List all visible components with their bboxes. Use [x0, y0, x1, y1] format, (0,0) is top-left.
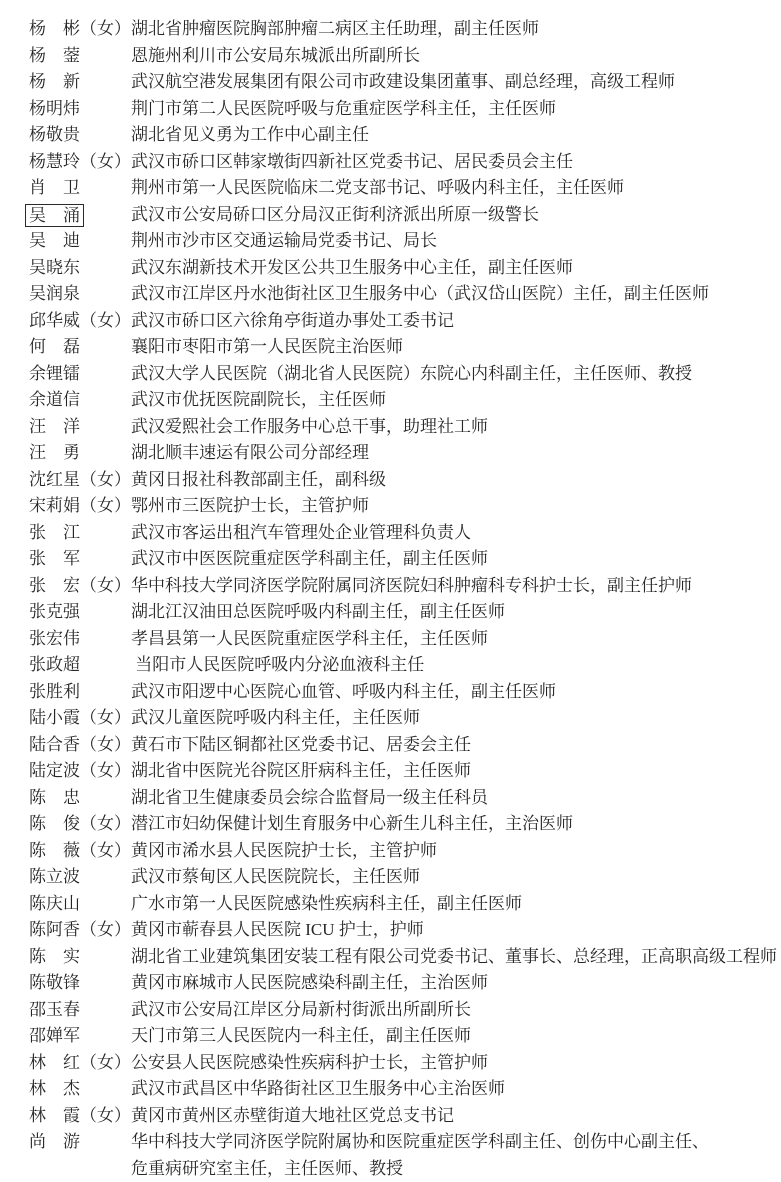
description-line-1: 湖北顺丰速运有限公司分部经理	[131, 443, 369, 462]
gender-marker: （女）	[80, 16, 131, 43]
description-line-1: 黄冈日报社科教部副主任，副科级	[131, 470, 386, 489]
person-description	[131, 387, 781, 414]
list-item	[29, 679, 781, 706]
person-description	[131, 705, 781, 732]
list-item	[29, 838, 781, 865]
person-name: 林 红	[29, 1050, 80, 1077]
person-name: 杨 彬	[29, 16, 80, 43]
description-line-2: 危重病研究室主任，主任医师、教授	[131, 1156, 781, 1182]
person-description	[131, 785, 781, 812]
person-name: 张胜利	[29, 679, 80, 706]
gender-marker: （女）	[80, 573, 131, 600]
description-line-1: 武汉市硚口区韩家墩街四新社区党委书记、居民委员会主任	[131, 152, 573, 171]
person-name: 沈红星	[29, 467, 80, 494]
list-item	[29, 864, 781, 891]
person-description	[131, 281, 781, 308]
person-name: 陈 薇	[29, 838, 80, 865]
list-item	[29, 758, 781, 785]
list-item	[29, 96, 781, 123]
description-line-1: 当阳市人民医院呼吸内分泌血液科主任	[131, 655, 424, 674]
list-item	[29, 281, 781, 308]
list-item	[29, 440, 781, 467]
person-description	[131, 149, 781, 176]
list-item	[29, 149, 781, 176]
list-item	[29, 1023, 781, 1050]
person-name: 吴晓东	[29, 255, 80, 282]
gender-marker: （女）	[80, 811, 131, 838]
list-item	[29, 467, 781, 494]
description-line-1: 武汉东湖新技术开发区公共卫生服务中心主任，副主任医师	[131, 258, 573, 277]
description-line-1: 湖北省卫生健康委员会综合监督局一级主任科员	[131, 788, 488, 807]
list-item	[29, 944, 781, 971]
description-line-1: 华中科技大学同济医学院附属协和医院重症医学科副主任、创伤中心副主任、	[131, 1132, 709, 1151]
description-line-1: 荆门市第二人民医院呼吸与危重症医学科主任，主任医师	[131, 99, 556, 118]
person-description	[131, 1129, 781, 1182]
description-line-1: 武汉市江岸区丹水池街社区卫生服务中心（武汉岱山医院）主任，副主任医师	[131, 284, 709, 303]
person-name: 林 杰	[29, 1076, 80, 1103]
description-line-1: 黄冈市黄州区赤壁街道大地社区党总支书记	[131, 1106, 454, 1125]
description-line-1: 武汉市公安局江岸区分局新村街派出所副所长	[131, 1000, 471, 1019]
list-item	[29, 546, 781, 573]
person-name: 宋莉娟	[29, 493, 80, 520]
description-line-1: 黄冈市蕲春县人民医院 ICU 护士，护师	[131, 920, 424, 939]
person-name: 余锂镭	[29, 361, 80, 388]
person-name: 陈阿香	[29, 917, 80, 944]
person-description	[131, 944, 781, 971]
person-description	[131, 467, 781, 494]
person-name: 吴润泉	[29, 281, 80, 308]
list-item	[29, 652, 781, 679]
list-item	[29, 626, 781, 653]
person-description	[131, 546, 781, 573]
person-description	[131, 520, 781, 547]
person-name: 张 江	[29, 520, 80, 547]
person-name: 邱华威	[29, 308, 80, 335]
person-description	[131, 811, 781, 838]
description-line-1: 武汉市武昌区中华路街社区卫生服务中心主治医师	[131, 1079, 505, 1098]
list-item	[29, 599, 781, 626]
person-description	[131, 202, 781, 229]
description-line-1: 黄冈市麻城市人民医院感染科副主任，主治医师	[131, 973, 488, 992]
description-line-1: 武汉儿童医院呼吸内科主任，主任医师	[131, 708, 420, 727]
person-description	[131, 1076, 781, 1103]
person-name: 陈庆山	[29, 891, 80, 918]
person-name: 陈敬锋	[29, 970, 80, 997]
person-name: 邵玉春	[29, 997, 80, 1024]
description-line-1: 武汉市客运出租汽车管理处企业管理科负责人	[131, 523, 471, 542]
person-name: 陈 俊	[29, 811, 80, 838]
description-line-1: 荆州市沙市区交通运输局党委书记、局长	[131, 231, 437, 250]
list-item	[29, 16, 781, 43]
person-name: 汪 洋	[29, 414, 80, 441]
gender-marker: （女）	[80, 838, 131, 865]
person-name: 汪 勇	[29, 440, 80, 467]
description-line-1: 襄阳市枣阳市第一人民医院主治医师	[131, 337, 403, 356]
list-item	[29, 69, 781, 96]
description-line-1: 恩施州利川市公安局东城派出所副所长	[131, 46, 420, 65]
gender-marker: （女）	[80, 758, 131, 785]
list-item	[29, 202, 781, 229]
description-line-1: 武汉市中医医院重症医学科副主任，副主任医师	[131, 549, 488, 568]
person-description	[131, 440, 781, 467]
list-item	[29, 891, 781, 918]
description-line-1: 湖北省工业建筑集团安装工程有限公司党委书记、董事长、总经理，正高职高级工程师	[131, 947, 777, 966]
gender-marker: （女）	[80, 308, 131, 335]
list-item	[29, 175, 781, 202]
person-description	[131, 255, 781, 282]
list-item	[29, 1129, 781, 1182]
list-item	[29, 1050, 781, 1077]
person-name: 张 军	[29, 546, 80, 573]
description-line-1: 公安县人民医院感染性疾病科护士长，主管护师	[131, 1053, 488, 1072]
list-item	[29, 1103, 781, 1130]
list-item	[29, 785, 781, 812]
person-name: 杨 新	[29, 69, 80, 96]
person-description	[131, 1023, 781, 1050]
description-line-1: 荆州市第一人民医院临床二党支部书记、呼吸内科主任，主任医师	[131, 178, 624, 197]
description-line-1: 黄石市下陆区铜都社区党委书记、居委会主任	[131, 735, 471, 754]
person-name: 张宏伟	[29, 626, 80, 653]
list-item	[29, 970, 781, 997]
person-name: 何 磊	[29, 334, 80, 361]
person-description	[131, 16, 781, 43]
description-line-1: 武汉市硚口区六徐角亭街道办事处工委书记	[131, 311, 454, 330]
person-name: 余道信	[29, 387, 80, 414]
person-name: 张 宏	[29, 573, 80, 600]
person-description	[131, 626, 781, 653]
person-name: 陆定波	[29, 758, 80, 785]
description-line-1: 武汉爱熙社会工作服务中心总干事，助理社工师	[131, 417, 488, 436]
description-line-1: 孝昌县第一人民医院重症医学科主任，主任医师	[131, 629, 488, 648]
list-item	[29, 308, 781, 335]
person-description	[131, 69, 781, 96]
description-line-1: 武汉市优抚医院副院长，主任医师	[131, 390, 386, 409]
person-name: 杨明炜	[29, 96, 80, 123]
person-name: 陈 实	[29, 944, 80, 971]
description-line-1: 鄂州市三医院护士长，主管护师	[131, 496, 369, 515]
person-name: 杨慧玲	[29, 149, 80, 176]
person-name: 张政超	[29, 652, 80, 679]
person-description	[131, 970, 781, 997]
person-name: 邵婵军	[29, 1023, 80, 1050]
person-description	[131, 493, 781, 520]
person-name: 吴 迪	[29, 228, 80, 255]
list-item	[29, 1076, 781, 1103]
description-line-1: 广水市第一人民医院感染性疾病科主任，副主任医师	[131, 894, 522, 913]
person-description	[131, 679, 781, 706]
description-line-1: 华中科技大学同济医学院附属同济医院妇科肿瘤科专科护士长，副主任护师	[131, 576, 692, 595]
person-description	[131, 43, 781, 70]
description-line-1: 湖北省中医院光谷院区肝病科主任，主任医师	[131, 761, 471, 780]
person-name: 张克强	[29, 599, 80, 626]
description-line-1: 武汉航空港发展集团有限公司市政建设集团董事、副总经理，高级工程师	[131, 72, 675, 91]
person-description	[131, 1050, 781, 1077]
list-item	[29, 414, 781, 441]
person-description	[131, 917, 781, 944]
description-line-1: 武汉市蔡甸区人民医院院长，主任医师	[131, 867, 420, 886]
list-item	[29, 43, 781, 70]
gender-marker: （女）	[80, 493, 131, 520]
description-line-1: 天门市第三人民医院内一科主任，副主任医师	[131, 1026, 471, 1045]
gender-marker: （女）	[80, 149, 131, 176]
list-item	[29, 573, 781, 600]
description-line-1: 湖北江汉油田总医院呼吸内科副主任，副主任医师	[131, 602, 505, 621]
person-name: 林 霞	[29, 1103, 80, 1130]
person-name: 尚 游	[29, 1129, 80, 1156]
person-description	[131, 414, 781, 441]
person-description	[131, 599, 781, 626]
person-description	[131, 175, 781, 202]
person-name: 陆小霞	[29, 705, 80, 732]
person-description	[131, 334, 781, 361]
person-name: 肖 卫	[29, 175, 80, 202]
list-item	[29, 493, 781, 520]
honoree-name-list	[29, 16, 781, 1182]
list-item	[29, 361, 781, 388]
person-description	[131, 573, 781, 600]
person-name: 陈立波	[29, 864, 80, 891]
person-name: 杨 蓥	[29, 43, 80, 70]
person-description	[131, 652, 781, 679]
person-name: 陆合香	[29, 732, 80, 759]
gender-marker: （女）	[80, 917, 131, 944]
list-item	[29, 387, 781, 414]
person-description	[131, 864, 781, 891]
person-description	[131, 96, 781, 123]
gender-marker: （女）	[80, 467, 131, 494]
gender-marker: （女）	[80, 1103, 131, 1130]
description-line-1: 武汉大学人民医院（湖北省人民医院）东院心内科副主任，主任医师、教授	[131, 364, 692, 383]
person-description	[131, 228, 781, 255]
description-line-1: 湖北省见义勇为工作中心副主任	[131, 125, 369, 144]
person-name-deceased-boxed: 吴 涌	[25, 204, 84, 227]
person-description	[131, 308, 781, 335]
description-line-1: 潜江市妇幼保健计划生育服务中心新生儿科主任，主治医师	[131, 814, 573, 833]
list-item	[29, 705, 781, 732]
gender-marker: （女）	[80, 732, 131, 759]
description-line-1: 武汉市公安局硚口区分局汉正街利济派出所原一级警长	[131, 205, 539, 224]
person-description	[131, 361, 781, 388]
list-item	[29, 334, 781, 361]
person-description	[131, 838, 781, 865]
list-item	[29, 228, 781, 255]
person-description	[131, 997, 781, 1024]
person-description	[131, 732, 781, 759]
list-item	[29, 811, 781, 838]
person-name: 杨敬贵	[29, 122, 80, 149]
description-line-1: 湖北省肿瘤医院胸部肿瘤二病区主任助理，副主任医师	[131, 19, 539, 38]
person-description	[131, 122, 781, 149]
person-name: 陈 忠	[29, 785, 80, 812]
description-line-1: 黄冈市浠水县人民医院护士长，主管护师	[131, 841, 437, 860]
person-description	[131, 891, 781, 918]
list-item	[29, 122, 781, 149]
description-line-1: 武汉市阳逻中心医院心血管、呼吸内科主任，副主任医师	[131, 682, 556, 701]
list-item	[29, 732, 781, 759]
person-description	[131, 1103, 781, 1130]
list-item	[29, 917, 781, 944]
list-item	[29, 520, 781, 547]
gender-marker: （女）	[80, 1050, 131, 1077]
gender-marker: （女）	[80, 705, 131, 732]
list-item	[29, 255, 781, 282]
person-description	[131, 758, 781, 785]
list-item	[29, 997, 781, 1024]
